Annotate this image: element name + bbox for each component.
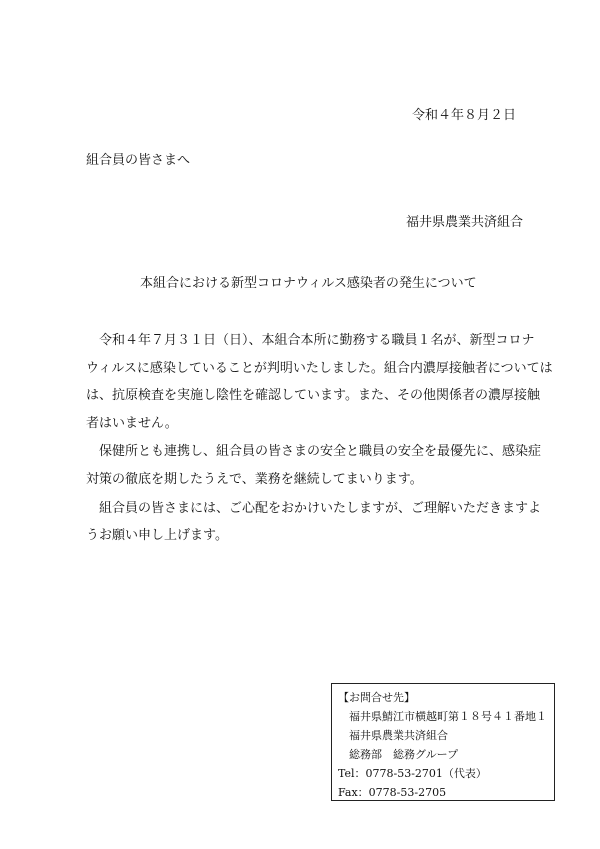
body-paragraph-2 bbox=[86, 438, 542, 493]
paragraph-line: は、抗原検査を実施し陰性を確認しています。また、その他関係者の濃厚接触 bbox=[86, 388, 540, 404]
contact-department: 総務部 総務グループ bbox=[349, 748, 459, 761]
addressee: 組合員の皆さまへ bbox=[86, 153, 191, 168]
paragraph-line: 者はいません。 bbox=[86, 415, 178, 431]
document-title: 本組合における新型コロナウィルス感染者の発生について bbox=[140, 276, 477, 291]
contact-heading: 【お問合せ先】 bbox=[338, 691, 415, 704]
paragraph-line: ウィルスに感染していることが判明いたしました。組合内濃厚接触者については bbox=[86, 360, 553, 376]
contact-fax: Fax：0778-53-2705 bbox=[338, 786, 447, 799]
contact-organization: 福井県農業共済組合 bbox=[349, 729, 448, 742]
paragraph-line: 組合員の皆さまには、ご心配をおかけいたしますが、ご理解いただきますよ bbox=[99, 500, 542, 516]
document-body bbox=[86, 327, 553, 551]
paragraph-line: 保健所とも連携し、組合員の皆さまの安全と職員の安全を最優先に、感染症 bbox=[99, 444, 542, 460]
body-paragraph-3 bbox=[86, 495, 542, 550]
paragraph-line: 対策の徹底を期したうえで、業務を継続してまいります。 bbox=[86, 471, 423, 487]
body-paragraph-1 bbox=[86, 327, 553, 437]
sender-organization: 福井県農業共済組合 bbox=[406, 215, 524, 230]
document-date: 令和４年８月２日 bbox=[412, 108, 517, 123]
contact-box bbox=[331, 683, 555, 801]
paragraph-line: うお願い申し上げます。 bbox=[86, 528, 228, 544]
contact-address: 福井県鯖江市横越町第１８号４１番地１ bbox=[349, 710, 547, 723]
paragraph-line: 令和４年７月３１日（日）、本組合本所に勤務する職員１名が、新型コロナ bbox=[99, 333, 535, 348]
contact-tel: Tel：0778-53-2701（代表） bbox=[338, 767, 487, 780]
